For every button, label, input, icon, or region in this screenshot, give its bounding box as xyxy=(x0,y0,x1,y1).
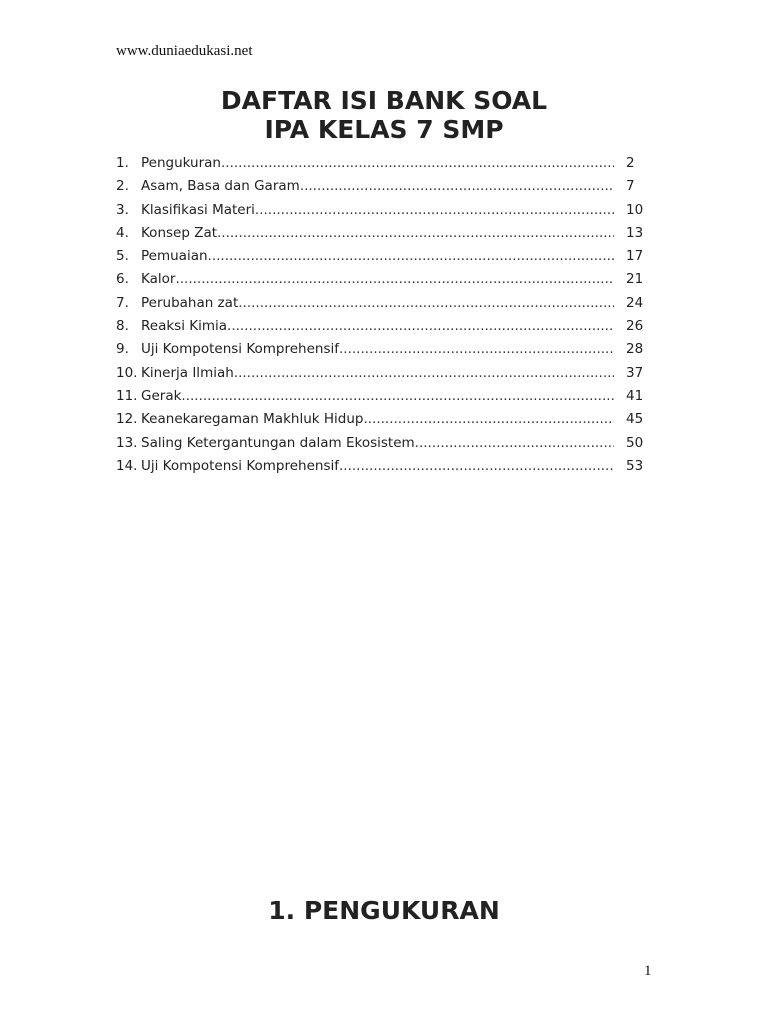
document-title-line-1: DAFTAR ISI BANK SOAL xyxy=(220,86,548,115)
toc-entry xyxy=(116,411,646,434)
toc-entry-page: 41 xyxy=(626,387,644,404)
toc-entry-label: Kinerja Ilmiah xyxy=(141,364,234,381)
toc-entry-number: 4. xyxy=(116,224,129,241)
toc-entry-label: Keanekaregaman Makhluk Hidup xyxy=(141,411,364,428)
toc-entry-number: 13. xyxy=(116,434,138,451)
toc-entry-label: Asam, Basa dan Garam xyxy=(141,178,300,195)
toc-entry-number: 3. xyxy=(116,201,129,218)
toc-dot-leader xyxy=(238,295,614,311)
toc-dot-leader xyxy=(255,202,614,218)
toc-entry-page: 21 xyxy=(626,271,644,288)
toc-entry-label: Pengukuran xyxy=(141,155,221,171)
toc-entry-label: Gerak xyxy=(141,387,182,404)
toc-dot-leader xyxy=(339,458,614,474)
toc-entry-number: 14. xyxy=(116,457,138,474)
toc-entry xyxy=(116,365,646,388)
toc-entry xyxy=(116,318,646,341)
toc-entry xyxy=(116,388,646,411)
toc-entry-label: Saling Ketergantungan dalam Ekosistem xyxy=(141,434,415,451)
toc-entry-page: 10 xyxy=(626,201,644,218)
toc-dot-leader xyxy=(227,318,614,334)
toc-entry xyxy=(116,178,646,201)
toc-entry-page: 28 xyxy=(626,341,644,358)
toc-entry-page: 37 xyxy=(626,364,644,381)
toc-dot-leader xyxy=(208,248,614,264)
page-number: 1 xyxy=(644,963,652,979)
toc-entry-number: 1. xyxy=(116,155,129,171)
toc-dot-leader xyxy=(234,365,614,381)
toc-entry xyxy=(116,155,646,178)
toc-dot-leader xyxy=(300,178,614,194)
section-heading: 1. PENGUKURAN xyxy=(268,896,500,925)
toc-entry-page: 24 xyxy=(626,294,644,311)
toc-entry-page: 13 xyxy=(626,224,644,241)
toc-entry-label: Uji Kompotensi Komprehensif xyxy=(141,341,339,358)
toc-dot-leader xyxy=(221,155,614,171)
toc-entry-label: Pemuaian xyxy=(141,248,208,265)
toc-entry xyxy=(116,225,646,248)
document-title xyxy=(0,86,768,144)
toc-entry-label: Uji Kompotensi Komprehensif xyxy=(141,457,339,474)
toc-dot-leader xyxy=(181,388,614,404)
table-of-contents xyxy=(116,155,646,481)
toc-entry-label: Perubahan zat xyxy=(141,294,239,311)
toc-entry-label: Klasifikasi Materi xyxy=(141,201,255,218)
toc-entry-label: Konsep Zat xyxy=(141,224,218,241)
toc-entry xyxy=(116,271,646,294)
toc-entry-number: 7. xyxy=(116,294,129,311)
toc-entry xyxy=(116,202,646,225)
toc-entry-number: 6. xyxy=(116,271,129,288)
toc-entry xyxy=(116,435,646,458)
toc-entry-label: Kalor xyxy=(141,271,176,288)
toc-entry-page: 50 xyxy=(626,434,644,451)
toc-entry-number: 12. xyxy=(116,411,138,428)
toc-dot-leader xyxy=(217,225,614,241)
toc-entry-page: 26 xyxy=(626,318,644,335)
toc-entry-page: 7 xyxy=(626,178,635,195)
toc-entry-number: 2. xyxy=(116,178,129,195)
toc-entry xyxy=(116,458,646,481)
document-title-line-2: IPA KELAS 7 SMP xyxy=(264,115,504,144)
toc-dot-leader xyxy=(175,271,614,287)
toc-entry-number: 8. xyxy=(116,318,129,335)
toc-entry-page: 45 xyxy=(626,411,644,428)
toc-entry-page: 2 xyxy=(626,155,635,171)
toc-entry xyxy=(116,341,646,364)
toc-entry-number: 11. xyxy=(116,387,138,404)
toc-entry-page: 17 xyxy=(626,248,644,265)
website-url: www.duniaedukasi.net xyxy=(116,43,253,59)
toc-dot-leader xyxy=(339,341,614,357)
toc-dot-leader xyxy=(363,411,614,427)
toc-entry xyxy=(116,295,646,318)
toc-entry-page: 53 xyxy=(626,457,644,474)
toc-entry-label: Reaksi Kimia xyxy=(141,318,228,335)
toc-entry xyxy=(116,248,646,271)
toc-dot-leader xyxy=(415,435,614,451)
toc-entry-number: 9. xyxy=(116,341,129,358)
toc-entry-number: 5. xyxy=(116,248,129,265)
toc-entry-number: 10. xyxy=(116,364,138,381)
